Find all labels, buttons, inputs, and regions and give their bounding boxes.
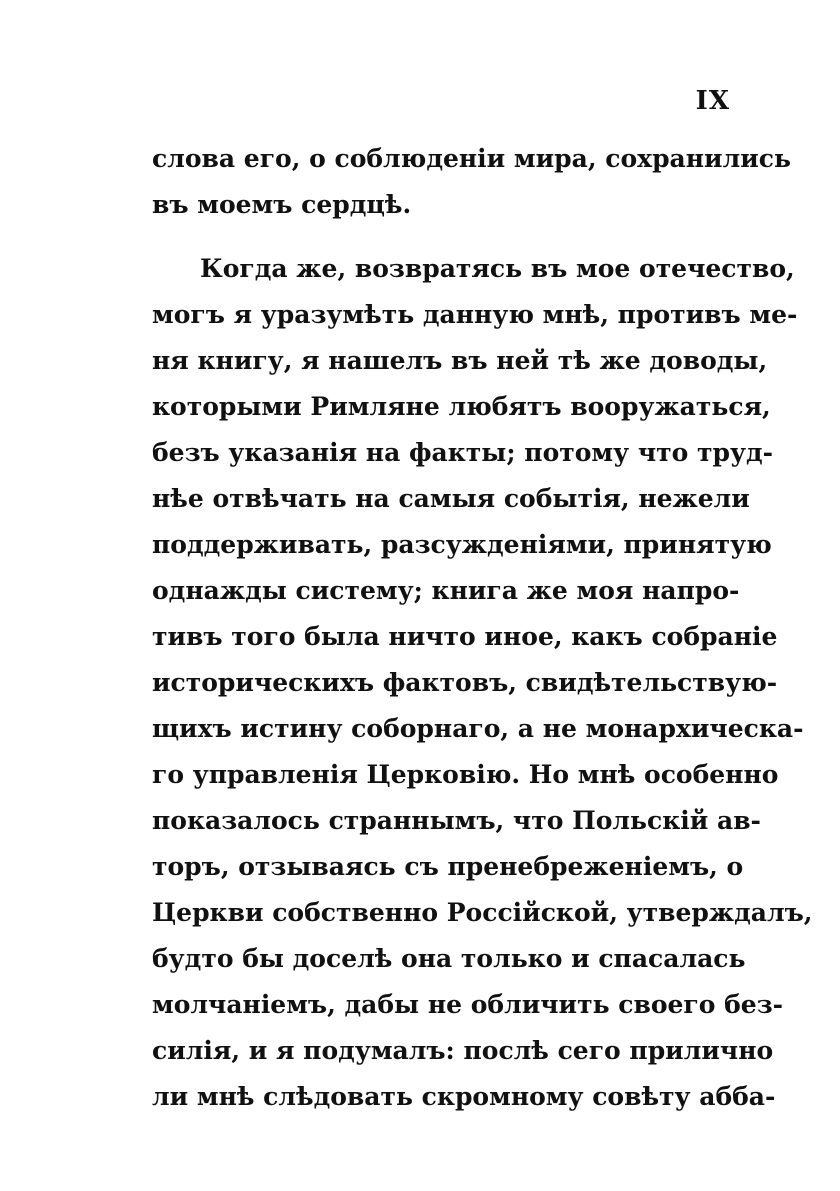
text-line: Церкви собственно Россійской, утверждалъ, [152, 898, 813, 927]
body-text [152, 136, 813, 1120]
text-line: силія, и я подумалъ: послѣ сего прилично [152, 1036, 774, 1065]
text-line: молчаніемъ, дабы не обличить своего без- [152, 990, 784, 1019]
paragraph-2 [152, 246, 813, 1120]
text-line: безъ указанія на факты; потому что труд- [152, 438, 774, 467]
text-line: ня книгу, я нашелъ въ ней тѣ же доводы, [152, 346, 768, 375]
text-line: поддерживать, разсужденіями, принятую [152, 530, 772, 559]
text-line: нѣе отвѣчать на самыя событія, нежели [152, 484, 750, 513]
page-number: IX [695, 86, 730, 116]
text-line: го управленія Церковію. Но мнѣ особенно [152, 760, 779, 789]
text-line: ли мнѣ слѣдовать скромному совѣту абба- [152, 1082, 776, 1111]
text-line: слова его, о соблюденіи мира, сохранились [152, 144, 791, 173]
text-line: историческихъ фактовъ, свидѣтельствую- [152, 668, 778, 697]
text-line: могъ я уразумѣть данную мнѣ, противъ ме- [152, 300, 798, 329]
text-line: будто бы доселѣ она только и спасалась [152, 944, 746, 973]
text-line: однажды систему; книга же моя напро- [152, 576, 740, 605]
text-line: которыми Римляне любятъ вооружаться, [152, 392, 771, 421]
text-line: торъ, отзываясь съ пренебреженіемъ, о [152, 852, 744, 881]
text-line: Когда же, возвратясь въ мое отечество, [200, 254, 795, 283]
paragraph-1 [152, 136, 791, 228]
text-line: показалось страннымъ, что Польскій ав- [152, 806, 761, 835]
text-line: щихъ истину соборнаго, а не монархическа- [152, 714, 804, 743]
paragraph-gap [152, 228, 726, 246]
text-line: тивъ того была ничто иное, какъ собраніе [152, 622, 778, 651]
text-line: въ моемъ сердцѣ. [152, 190, 412, 219]
